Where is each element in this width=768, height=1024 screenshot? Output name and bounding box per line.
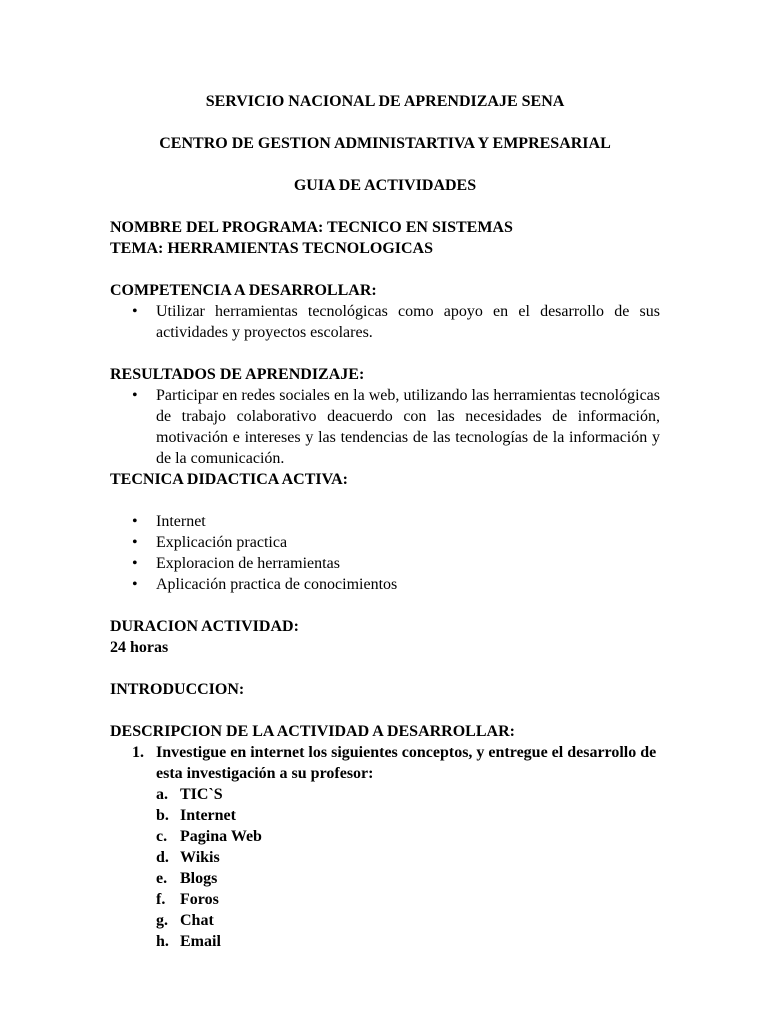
bullet-icon: • — [132, 534, 138, 551]
tecnica-item — [110, 532, 660, 553]
concept-letter: e. — [156, 870, 168, 887]
bullet-icon: • — [132, 387, 138, 404]
descripcion-step — [110, 742, 660, 952]
resultados-item-text: Participar en redes sociales en la web, utilizando las herramientas tecnológicas de trabajo colaborativo deacuerdo con las necesidades de información, motivación e intereses y las tendencias de las tecnologías de la información y de la comunicación. — [156, 387, 660, 467]
concept-text: Blogs — [180, 870, 218, 887]
concept-list — [156, 784, 660, 952]
program-name: NOMBRE DEL PROGRAMA: TECNICO EN SISTEMAS — [110, 219, 513, 236]
bullet-icon: • — [132, 576, 138, 593]
concept-letter: c. — [156, 828, 168, 845]
concept-item — [156, 931, 660, 952]
tecnica-item-text: Exploracion de herramientas — [156, 555, 340, 572]
duracion-heading: DURACION ACTIVIDAD: — [110, 618, 299, 635]
competencia-item — [110, 301, 660, 343]
concept-letter: g. — [156, 912, 168, 929]
concept-item — [156, 847, 660, 868]
concept-text: Chat — [180, 912, 214, 929]
tecnica-item-text: Internet — [156, 513, 206, 530]
bullet-icon: • — [132, 513, 138, 530]
descripcion-heading: DESCRIPCION DE LA ACTIVIDAD A DESARROLLAR: — [110, 723, 515, 740]
bullet-icon: • — [132, 555, 138, 572]
bullet-icon: • — [132, 303, 138, 320]
document-title: GUIA DE ACTIVIDADES — [293, 177, 477, 194]
descripcion-steps — [110, 742, 660, 952]
resultados-item — [110, 385, 660, 469]
concept-letter: h. — [156, 933, 169, 950]
institution-title: SERVICIO NACIONAL DE APRENDIZAJE SENA — [205, 93, 565, 110]
concept-text: Internet — [180, 807, 236, 824]
concept-item — [156, 784, 660, 805]
concept-item — [156, 889, 660, 910]
tecnica-item — [110, 574, 660, 595]
tecnica-list — [110, 511, 660, 595]
concept-text: Foros — [180, 891, 219, 908]
document-page — [110, 91, 660, 952]
concept-text: Email — [180, 933, 221, 950]
competencia-heading: COMPETENCIA A DESARROLLAR: — [110, 282, 377, 299]
concept-letter: f. — [156, 891, 166, 908]
resultados-list — [110, 385, 660, 469]
resultados-heading: RESULTADOS DE APRENDIZAJE: — [110, 366, 365, 383]
concept-letter: d. — [156, 849, 169, 866]
concept-item — [156, 910, 660, 931]
center-title: CENTRO DE GESTION ADMINISTARTIVA Y EMPRESARIAL — [159, 135, 611, 152]
step-number: 1. — [132, 744, 144, 761]
concept-text: Wikis — [180, 849, 220, 866]
tecnica-item-text: Explicación practica — [156, 534, 288, 551]
tecnica-item — [110, 553, 660, 574]
concept-letter: a. — [156, 786, 168, 803]
program-topic: TEMA: HERRAMIENTAS TECNOLOGICAS — [110, 240, 434, 257]
concept-letter: b. — [156, 807, 169, 824]
tecnica-heading: TECNICA DIDACTICA ACTIVA: — [110, 471, 348, 488]
competencia-list — [110, 301, 660, 343]
competencia-item-text: Utilizar herramientas tecnológicas como apoyo en el desarrollo de sus actividades y proyectos escolares. — [156, 303, 660, 341]
concept-text: Pagina Web — [180, 828, 262, 845]
concept-text: TIC`S — [180, 786, 223, 803]
tecnica-item — [110, 511, 660, 532]
introduccion-heading: INTRODUCCION: — [110, 681, 245, 698]
step-text: Investigue en internet los siguientes conceptos, y entregue el desarrollo de esta investigación a su profesor: — [156, 744, 657, 782]
concept-item — [156, 868, 660, 889]
duracion-value: 24 horas — [110, 639, 169, 656]
concept-item — [156, 826, 660, 847]
tecnica-item-text: Aplicación practica de conocimientos — [156, 576, 398, 593]
concept-item — [156, 805, 660, 826]
